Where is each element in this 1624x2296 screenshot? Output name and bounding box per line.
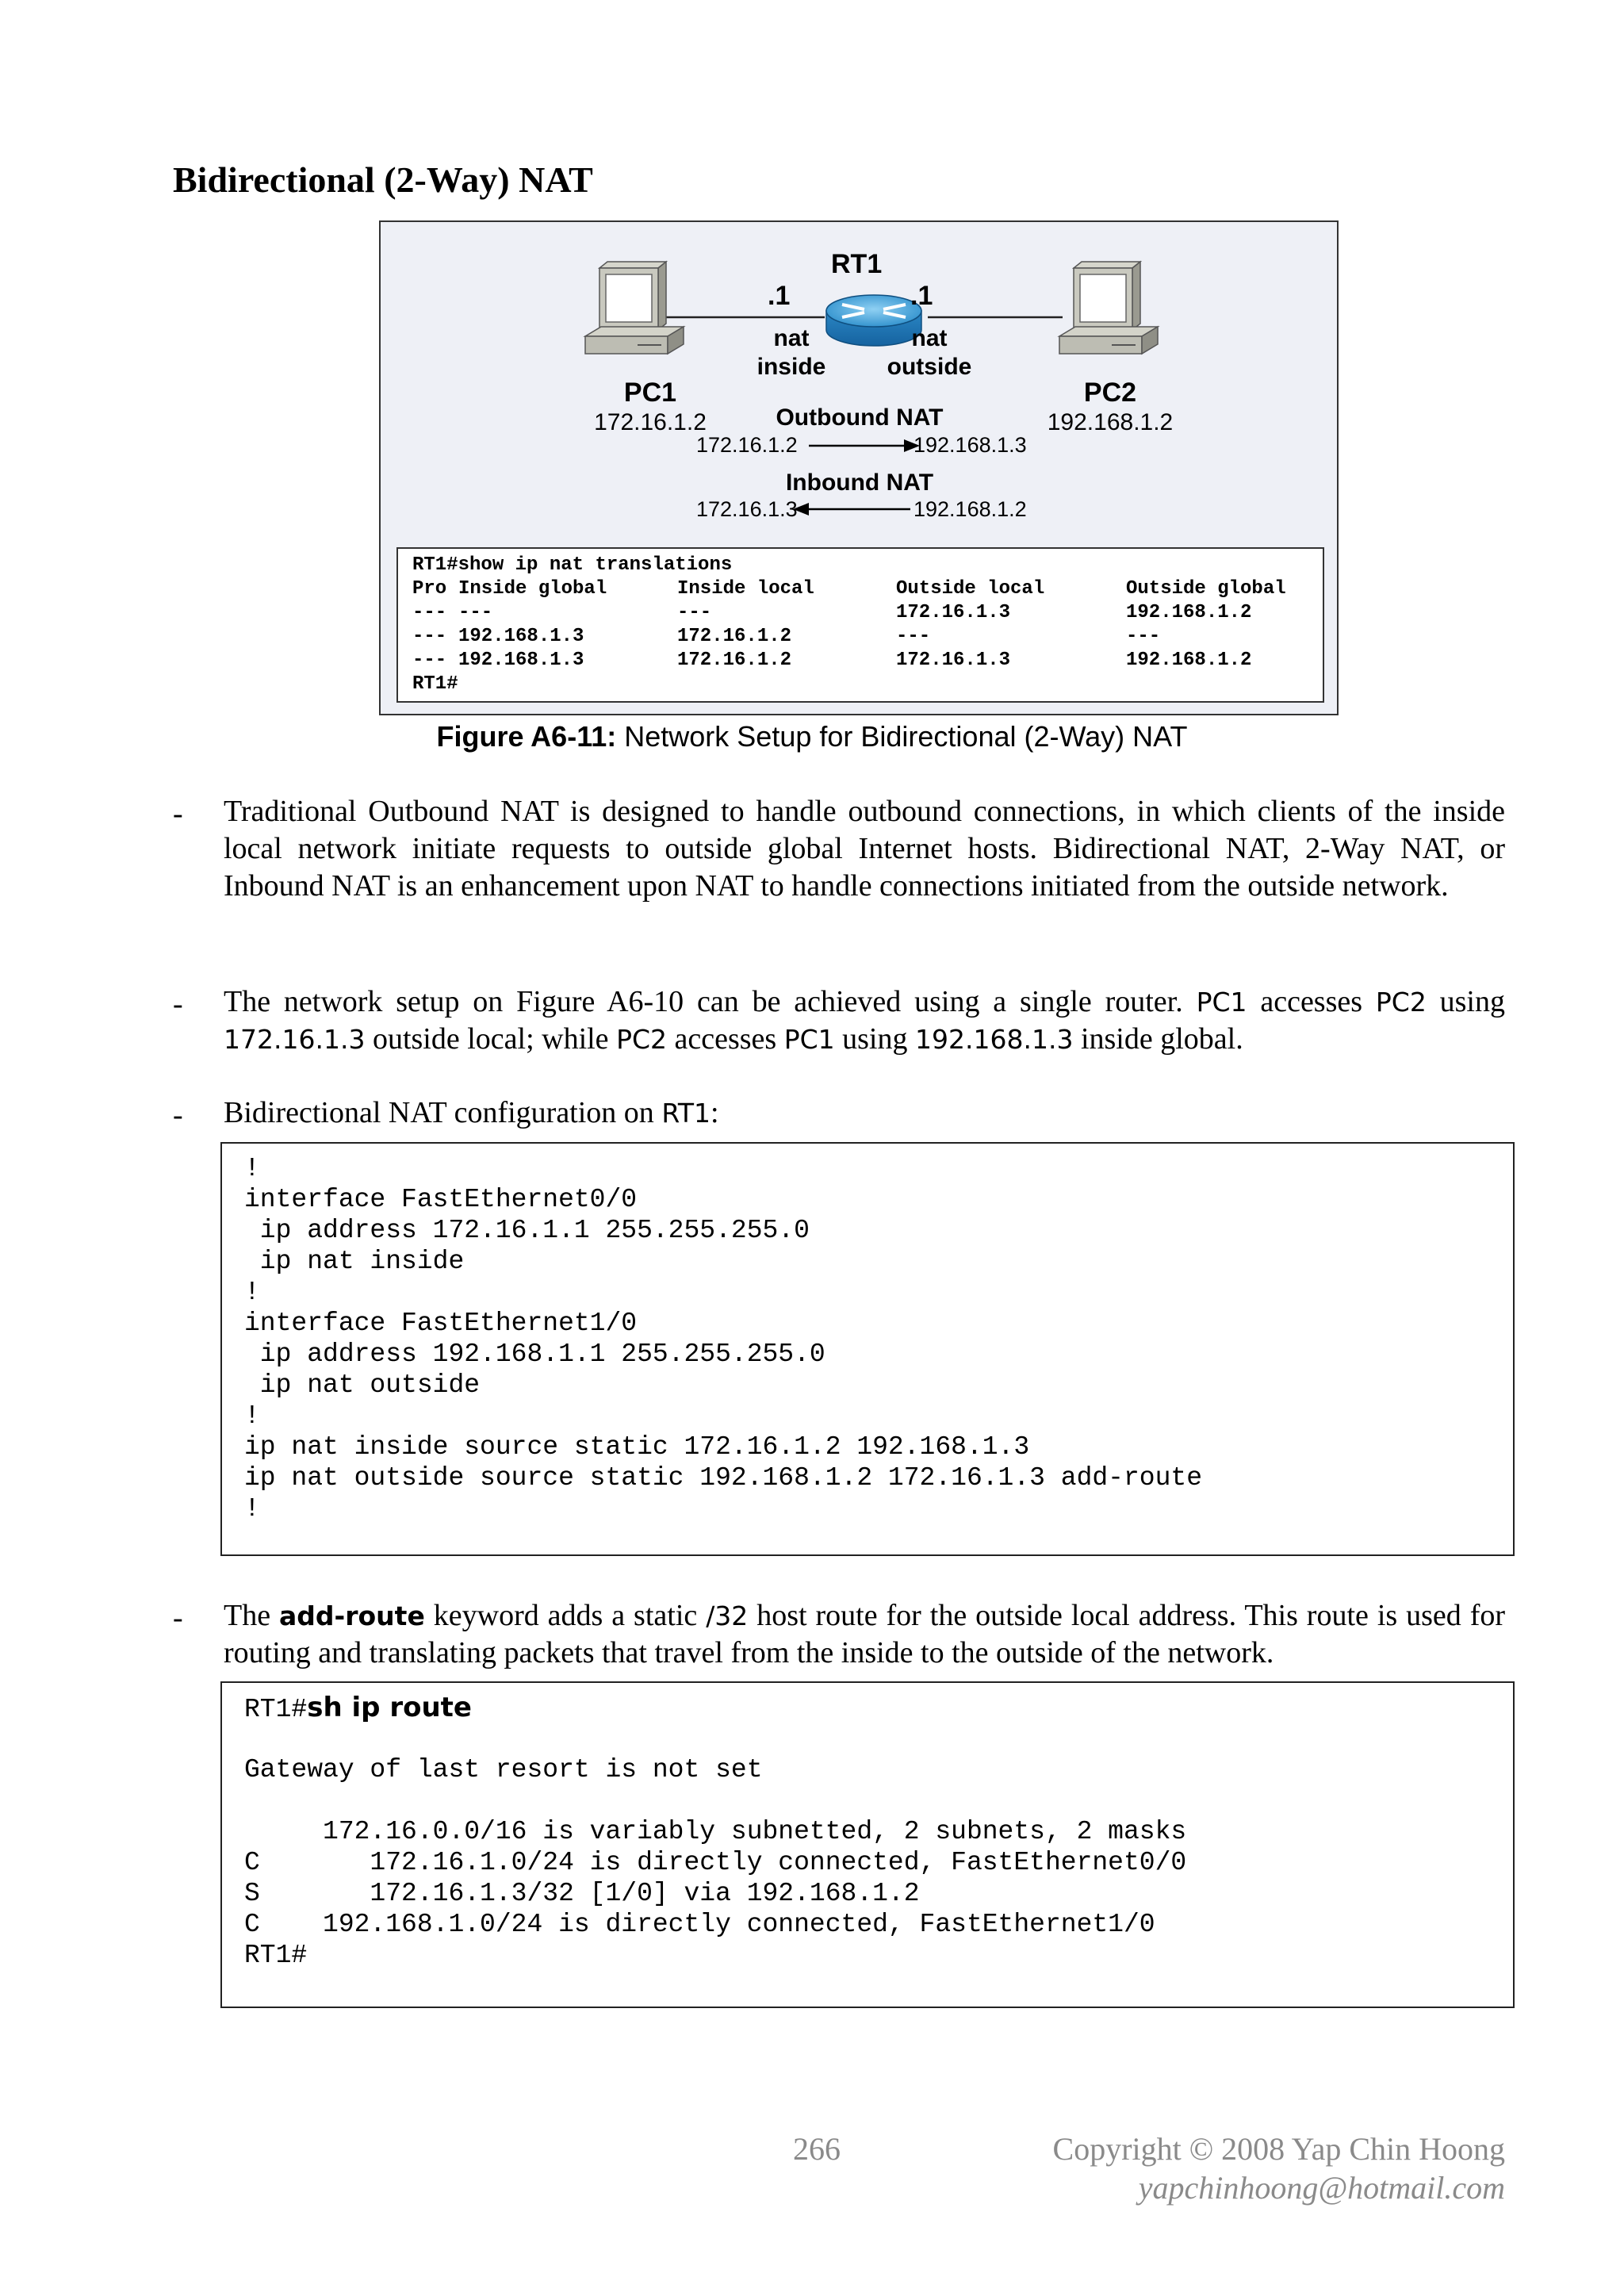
route-output-box xyxy=(220,1681,1515,2008)
outbound-nat-title: Outbound NAT xyxy=(776,404,944,431)
nat-inside-label-1: nat xyxy=(773,325,810,351)
code-line: RT1#sh ip route xyxy=(244,1692,472,1724)
page-number: 266 xyxy=(793,2131,841,2167)
code-line: RT1# xyxy=(244,1941,308,1970)
pc2-name: PC2 xyxy=(1083,378,1137,408)
code-line: ! xyxy=(244,1401,260,1431)
nat-translations-output xyxy=(396,547,1324,703)
table-header: Pro Inside global Inside local Outside local Outside global xyxy=(412,578,1286,600)
pc1-ip: 172.16.1.2 xyxy=(594,409,707,435)
code-line: ip address 192.168.1.1 255.255.255.0 xyxy=(244,1340,825,1369)
code-line: ! xyxy=(244,1494,260,1524)
pc1-icon xyxy=(585,262,684,354)
nat-outside-label-1: nat xyxy=(911,325,948,351)
router-name: RT1 xyxy=(831,249,883,279)
code-line: C 172.16.1.0/24 is directly connected, FastEthernet0/0 xyxy=(244,1848,1187,1877)
code-line xyxy=(244,1723,1513,1754)
copyright-notice: Copyright © 2008 Yap Chin Hoong xyxy=(1052,2131,1505,2167)
paragraph-config-intro: Bidirectional NAT configuration on RT1: xyxy=(224,1096,719,1129)
code-line: S 172.16.1.3/32 [1/0] via 192.168.1.2 xyxy=(244,1879,920,1908)
inbound-to: 192.168.1.2 xyxy=(914,497,1027,521)
pc2-ip: 192.168.1.2 xyxy=(1047,409,1174,435)
outbound-from: 172.16.1.2 xyxy=(696,433,798,457)
table-command: RT1#show ip nat translations xyxy=(412,554,733,576)
nat-outside-label-2: outside xyxy=(887,354,972,380)
left-port-label: .1 xyxy=(768,281,791,311)
code-line: ip nat inside xyxy=(244,1247,465,1276)
code-line: ip nat outside xyxy=(244,1370,481,1400)
paragraph-outbound-nat: Traditional Outbound NAT is designed to handle outbound connections, in which clients of the inside local network initiate requests to outside global Internet hosts. Bidirectional NAT, 2-Way NAT, or Inbound NAT is an enhancement upon NAT to handle connections initiated from the outside network. xyxy=(224,795,1505,903)
nat-inside-label-2: inside xyxy=(756,354,826,380)
config-code-box xyxy=(220,1142,1515,1556)
bullet-dash: - xyxy=(173,987,183,1021)
section-heading: Bidirectional (2-Way) NAT xyxy=(173,159,593,200)
inbound-from: 172.16.1.3 xyxy=(696,497,798,521)
bullet-dash: - xyxy=(173,1601,183,1635)
pc2-icon xyxy=(1059,262,1158,354)
right-port-label: .1 xyxy=(910,281,933,311)
code-line: Gateway of last resort is not set xyxy=(244,1755,763,1784)
bullet-dash: - xyxy=(173,797,183,830)
paragraph-add-route: The add-route keyword adds a static /32 host route for the outside local address. This route is used for routing and translating packets that travel from the inside to the outside of the network. xyxy=(224,1599,1505,1669)
figure-caption xyxy=(0,720,1624,753)
caption-text: Network Setup for Bidirectional (2-Way) NAT xyxy=(616,720,1188,753)
outbound-to: 192.168.1.3 xyxy=(914,433,1027,457)
table-row: --- 192.168.1.3 172.16.1.2 172.16.1.3 192.168.1.2 xyxy=(412,650,1252,671)
table-row: --- 192.168.1.3 172.16.1.2 --- --- xyxy=(412,626,1161,647)
network-diagram xyxy=(379,220,1339,715)
author-email: yapchinhoong@hotmail.com xyxy=(1138,2170,1505,2206)
pc1-name: PC1 xyxy=(623,378,677,408)
code-line: C 192.168.1.0/24 is directly connected, FastEthernet1/0 xyxy=(244,1910,1155,1939)
code-line: interface FastEthernet0/0 xyxy=(244,1185,638,1214)
caption-label: Figure A6-11: xyxy=(436,720,617,753)
code-line: ip address 172.16.1.1 255.255.255.0 xyxy=(244,1216,810,1245)
paragraph-network-setup: The network setup on Figure A6-10 can be achieved using a single router. PC1 accesses PC2 using 172.16.1.3 outside local; while PC2 accesses PC1 using 192.168.1.3 inside global. xyxy=(224,985,1505,1056)
table-prompt: RT1# xyxy=(412,673,458,695)
bullet-dash: - xyxy=(173,1098,183,1132)
code-line: ! xyxy=(244,1154,260,1183)
table-row: --- --- --- 172.16.1.3 192.168.1.2 xyxy=(412,602,1252,623)
code-line: interface FastEthernet1/0 xyxy=(244,1309,638,1338)
code-line xyxy=(244,1785,1513,1816)
code-line: 172.16.0.0/16 is variably subnetted, 2 subnets, 2 masks xyxy=(244,1817,1187,1846)
code-line: ip nat inside source static 172.16.1.2 192.168.1.3 xyxy=(244,1432,1030,1462)
code-line: ! xyxy=(244,1278,260,1307)
code-line: ip nat outside source static 192.168.1.2 172.16.1.3 add-route xyxy=(244,1463,1202,1493)
inbound-nat-title: Inbound NAT xyxy=(785,470,934,496)
